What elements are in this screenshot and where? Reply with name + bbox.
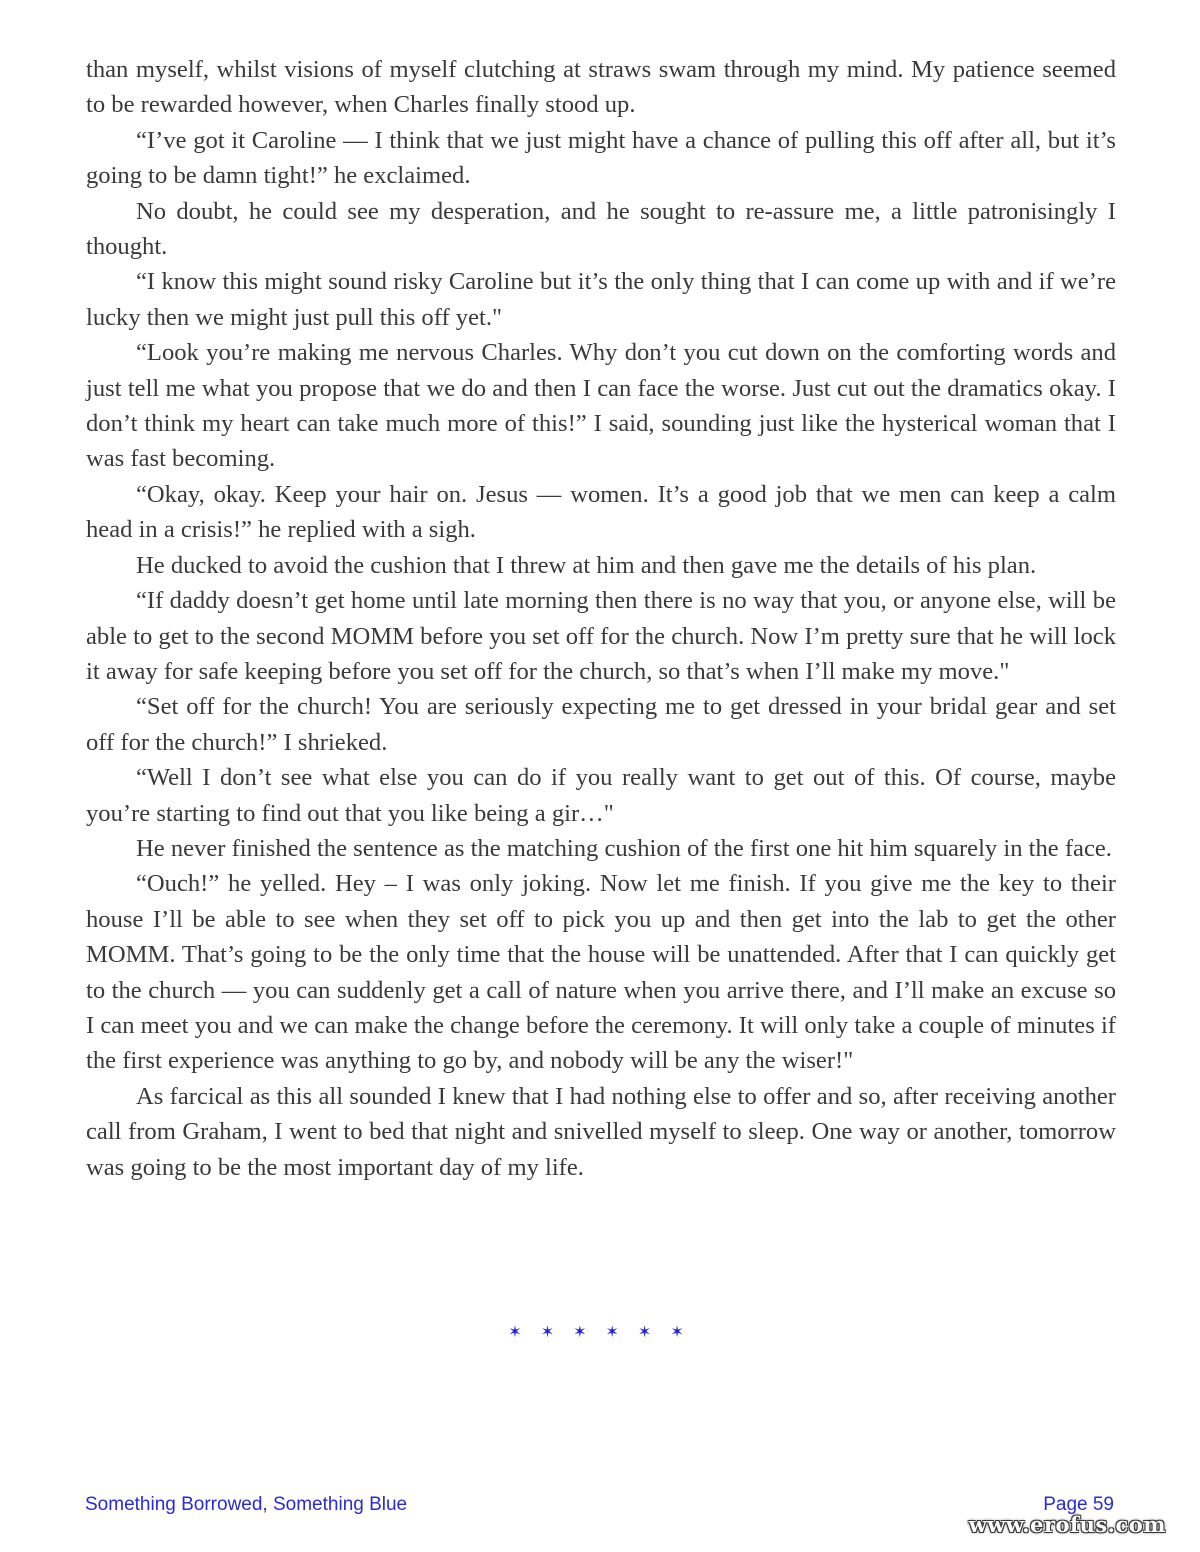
paragraph: No doubt, he could see my desperation, and he sought to re-assure me, a little patronisingly I thought. <box>86 197 1116 261</box>
footer-book-title: Something Borrowed, Something Blue <box>85 1494 408 1515</box>
section-break-stars-icon: ✶✶✶✶✶✶ <box>508 1322 703 1341</box>
body-text <box>86 52 1116 1185</box>
watermark: www.erofus.com <box>968 1512 1166 1537</box>
paragraph: He never finished the sentence as the matching cushion of the first one hit him squarely in the face. <box>136 834 1112 862</box>
paragraph: As farcical as this all sounded I knew that I had nothing else to offer and so, after receiving another call from Graham, I went to bed that night and snivelled myself to sleep. One way or another, tomorrow was going to be the most important day of my life. <box>86 1082 1116 1181</box>
paragraph: “Set off for the church! You are seriously expecting me to get dressed in your bridal gear and set off for the church!” I shrieked. <box>86 693 1116 756</box>
paragraph: “If daddy doesn’t get home until late morning then there is no way that you, or anyone else, will be able to get to the second MOMM before you set off for the church. Now I’m pretty sure that he will lock it away for safe keeping before you set off for the church, so that’s when I’ll make my move." <box>86 587 1116 685</box>
paragraph: “Okay, okay. Keep your hair on. Jesus — women. It’s a good job that we men can keep a calm head in a crisis!” he replied with a sigh. <box>86 480 1116 544</box>
paragraph: “I know this might sound risky Caroline but it’s the only thing that I can come up with and if we’re lucky then we might just pull this off yet." <box>86 268 1116 331</box>
paragraph: He ducked to avoid the cushion that I threw at him and then gave me the details of his plan. <box>136 551 1037 579</box>
paragraph: than myself, whilst visions of myself clutching at straws swam through my mind. My patience seemed to be rewarded however, when Charles finally stood up. <box>86 56 1116 119</box>
paragraph: “Ouch!” he yelled. Hey – I was only joking. Now let me finish. If you give me the key to their house I’ll be able to see when they set off to pick you up and then get into the lab to get the other MOMM. That’s going to be the only time that the house will be unattended. After that I can quickly get to the church — you can suddenly get a call of nature when you arrive there, and I’ll make an excuse so I can meet you and we can make the change before the ceremony. It will only take a couple of minutes if the first experience was anything to go by, and nobody will be any the wiser!" <box>86 870 1116 1075</box>
paragraph: “Well I don’t see what else you can do if you really want to get out of this. Of course, maybe you’re starting to find out that you like being a gir…" <box>86 764 1116 827</box>
paragraph: “I’ve got it Caroline — I think that we just might have a chance of pulling this off after all, but it’s going to be damn tight!” he exclaimed. <box>86 126 1116 190</box>
footer-page-number: Page 59 <box>1043 1494 1114 1515</box>
paragraph: “Look you’re making me nervous Charles. Why don’t you cut down on the comforting words and just tell me what you propose that we do and then I can face the worse. Just cut out the dramatics okay. I don’t think my heart can take much more of this!” I said, sounding just like the hysterical woman that I was fast becoming. <box>86 339 1116 473</box>
